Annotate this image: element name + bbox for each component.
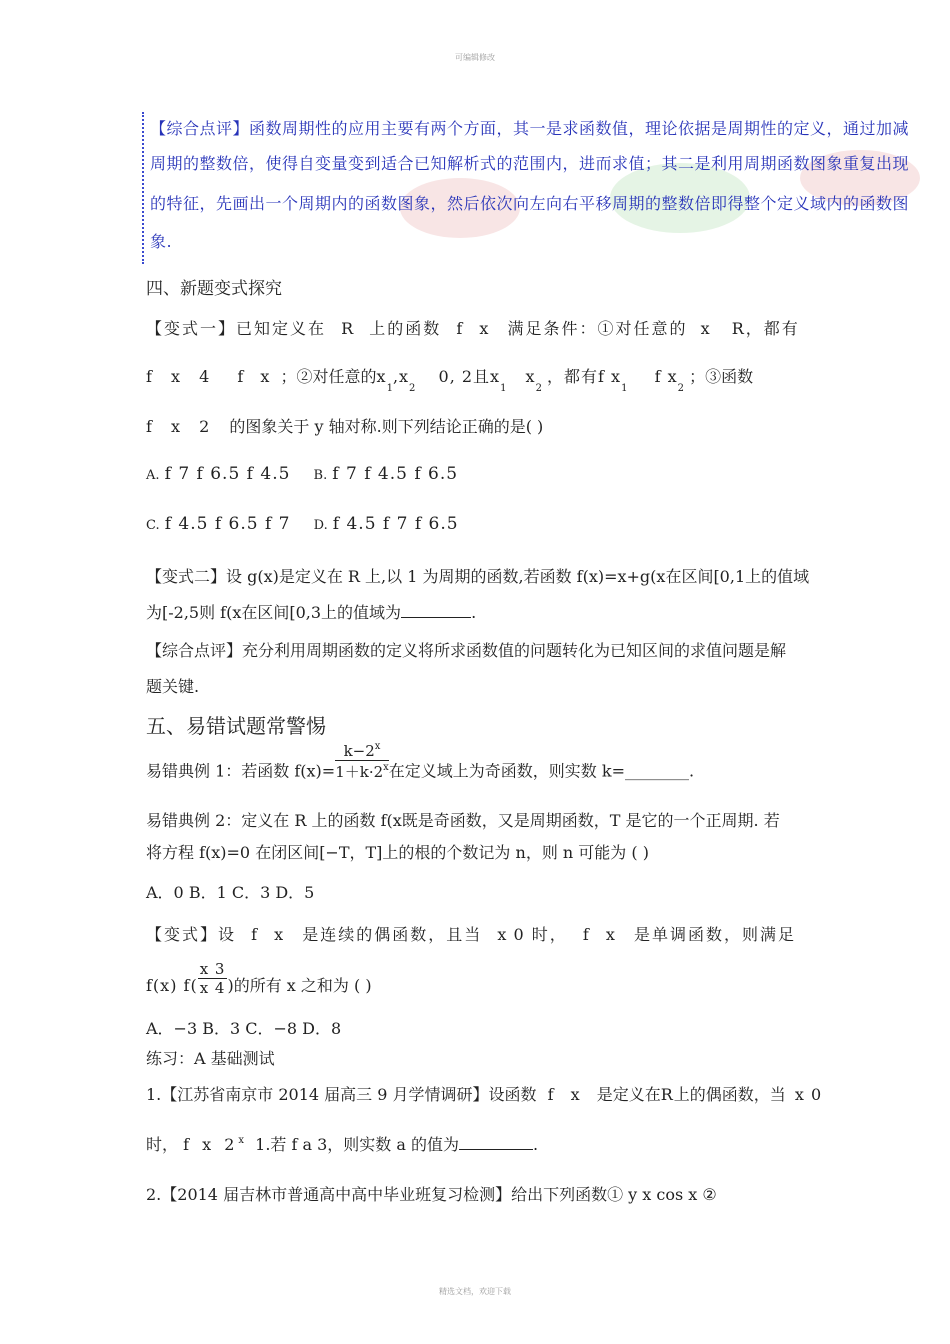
v1-x: x [700, 319, 711, 338]
page-header: 可编辑修改 [455, 53, 495, 62]
ex1-num-sup: x [374, 741, 381, 752]
v3-fx: f x [251, 925, 290, 944]
v1-text-g: R，都有 [731, 319, 800, 338]
ex1-numerator [335, 742, 389, 761]
v1-sub1: 1 [386, 383, 393, 394]
practice-heading: 练习：A 基础测试 [146, 1049, 275, 1068]
q2-line: 2.【2014 届吉林市普通高中高中毕业班复习检测】给出下列函数① y x cos x ② [146, 1185, 717, 1204]
v1-opt-d: f 4.5 f 7 f 6.5 [332, 514, 459, 534]
q1-text-a: 1.【江苏省南京市 2014 届高三 9 月学情调研】设函数 [146, 1085, 537, 1104]
v3-denominator: x 4 [199, 979, 226, 997]
v1-sub4: 2 [535, 383, 542, 394]
v1-sub2: 2 [409, 383, 416, 394]
v1-f-x-plus-2: f x 2 [146, 417, 217, 436]
variant1-options-ab [146, 464, 458, 484]
v3-numerator: x 3 [199, 960, 226, 978]
page-footer: 精选文档，欢迎下载 [439, 1287, 511, 1296]
v1-f-x: f x [237, 367, 276, 386]
v3-fx-2: f x [582, 925, 621, 944]
review1-line-1: 【综合点评】函数周期性的应用主要有两个方面，其一是求函数值，理论依据是周期性的定义，通过加减 [150, 119, 910, 138]
v1-sub5: 1 [621, 383, 628, 394]
v1-x2: ,x [392, 367, 410, 386]
example2-line-1: 易错典例 2：定义在 R 上的函数 f(x既是奇函数，又是周期函数，T 是它的一个正周期. 若 [146, 811, 780, 830]
v1-opt-b: f 7 f 4.5 f 6.5 [332, 464, 459, 484]
v3-fx-expr: f(x) f( [146, 976, 198, 995]
example2-options: A．0 B．1 C．3 D．5 [146, 883, 315, 902]
ex1-denominator [335, 761, 389, 782]
example1-line [146, 741, 695, 792]
q1-line-1 [146, 1082, 822, 1105]
ex1-text-a: 易错典例 1：若函数 f(x)= [146, 761, 336, 781]
v3-text-e: 时， [531, 925, 568, 944]
v1-sub3: 1 [500, 383, 507, 394]
v1-question: 的图象关于 y 轴对称.则下列结论正确的是( ) [229, 417, 544, 436]
v1-cond2: ；②对任意的 [280, 367, 377, 386]
v2-period: . [471, 603, 477, 622]
q1-fx: f x [547, 1085, 586, 1104]
review1-line-4: 象. [150, 232, 173, 251]
v1-interval: 0, 2且x [438, 367, 501, 386]
q1-text-e: 上的偶函数，当 [673, 1085, 786, 1104]
v3-text-c: 是连续的偶函数，且当 [302, 925, 483, 944]
v1-text-a: 【变式一】已知定义在 [146, 319, 327, 338]
q1-x-cond: x 0 [794, 1085, 823, 1104]
v1-fx: f x [456, 319, 495, 338]
q1-text-c: 是定义在 [596, 1085, 661, 1104]
variant1-line-3 [146, 414, 543, 437]
variant3-line-1 [146, 922, 796, 945]
v1-have: ，都有f x [547, 367, 622, 386]
v2-answer-blank [401, 603, 471, 618]
v1-opt-b-label: B. [313, 468, 328, 483]
variant3-options: A．−3 B．3 C．−8 D．8 [146, 1019, 342, 1038]
variant2-line-1: 【变式二】设 g(x)是定义在 R 上,以 1 为周期的函数,若函数 f(x)=x+g(x在区间[0,1上的值域 [146, 567, 810, 586]
variant1-line-2 [146, 364, 754, 394]
q1-period: . [533, 1135, 539, 1154]
v1-x1: x [376, 367, 387, 386]
v1-cond3: ；③函数 [689, 367, 754, 386]
v3-x-cond: x 0 [497, 925, 525, 944]
q1-line-2 [146, 1132, 538, 1155]
v1-text-c: 上的函数 [369, 319, 442, 338]
v3-text-a: 【变式】设 [146, 925, 237, 944]
v1-set-r: R [341, 319, 355, 338]
q1-f-expr: f x 2 [183, 1135, 239, 1154]
v1-opt-d-label: D. [313, 518, 328, 533]
review1-line-2: 周期的整数倍，使得自变量变到适合已知解析式的范围内，进而求值；其二是利用周期函数图象重复出现 [150, 154, 910, 173]
ex1-den-sup: x [383, 762, 389, 773]
review2-line-2: 题关键. [146, 677, 200, 696]
ex1-fraction [335, 742, 389, 782]
variant3-line-2 [146, 960, 372, 1005]
review2-line-1: 【综合点评】充分利用周期函数的定义将所求函数值的问题转化为已知区间的求值问题是解 [146, 641, 787, 660]
ex1-text-b: 在定义域上为奇函数，则实数 k=________. [388, 761, 695, 781]
review1-line-3: 的特征，先画出一个周期内的函数图象，然后依次向左向右平移周期的整数倍即得整个定义域内的函数图 [150, 194, 910, 213]
ex1-den-text: 1＋k·2 [335, 763, 384, 781]
q1-exp-x: x [238, 1135, 245, 1146]
review-box-1 [142, 112, 934, 264]
variant1-options-cd [146, 514, 459, 534]
q1-text-d: 1.若 f a 3，则实数 a 的值为 [255, 1135, 460, 1154]
v1-opt-a-label: A. [146, 468, 160, 483]
example2-line-2: 将方程 f(x)=0 在闭区间[−T，T]上的根的个数记为 n，则 n 可能为 ( ) [146, 843, 649, 862]
v1-x3: x [525, 367, 536, 386]
v1-f-x-plus-4: f x 4 [146, 367, 217, 386]
section-4-heading: 四、新题变式探究 [146, 279, 282, 299]
ex1-num-text: k−2 [343, 742, 375, 760]
q1-text-when: 时， [146, 1135, 179, 1154]
q1-set-r: R [660, 1085, 674, 1104]
v3-text-g: 是单调函数，则满足 [633, 925, 796, 944]
section-5-heading: 五、易错试题常警惕 [146, 714, 326, 738]
v3-fraction [198, 960, 228, 997]
v1-text-e: 满足条件：①对任意的 [507, 319, 688, 338]
v1-sub6: 2 [677, 383, 684, 394]
v2-text: 为[-2,5则 f(x在区间[0,3上的值域为 [146, 603, 402, 622]
v1-f-x2: f x [654, 367, 678, 386]
v1-opt-a: f 7 f 6.5 f 4.5 [164, 464, 291, 484]
v1-opt-c-label: C. [146, 518, 160, 533]
q1-answer-blank [459, 1135, 533, 1150]
variant2-line-2 [146, 600, 476, 623]
variant1-line-1 [146, 316, 800, 339]
v1-opt-c: f 4.5 f 6.5 f 7 [164, 514, 291, 534]
v3-question: )的所有 x 之和为 ( ) [227, 976, 372, 995]
